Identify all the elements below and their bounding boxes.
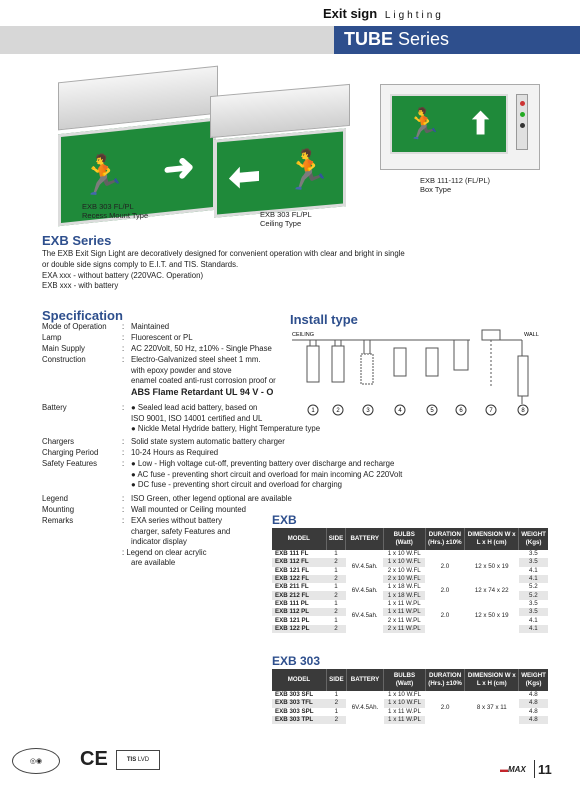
table-row — [272, 583, 548, 591]
cell-side: 2 — [326, 699, 346, 707]
cell-battery: 6V.4.5ah. — [346, 550, 383, 583]
lvd-label: LVD — [137, 757, 150, 763]
spec-value — [122, 516, 291, 569]
spec-key: Main Supply — [42, 344, 85, 353]
cell-duration: 2.0 — [425, 550, 465, 583]
caption-type: Recess Mount Type — [82, 211, 149, 220]
col-header: MODEL — [272, 528, 326, 550]
cell-bulbs: 1 x 18 W.FL — [387, 583, 421, 591]
exb303-table-title: EXB 303 — [272, 654, 321, 668]
wall-label: WALL — [524, 332, 539, 338]
cell-weight: 4.1 — [519, 575, 548, 583]
cell-bulbs: 1 x 18 W.FL — [383, 591, 425, 599]
cell-battery: 6V.4.5Ah. — [346, 691, 383, 724]
cell-side: 1 — [334, 616, 338, 624]
spec-value: Wall mounted or Ceiling mounted — [131, 505, 246, 514]
cell-dimension: 12 x 50 x 19 — [465, 600, 519, 633]
cell-model: EXB 212 FL — [272, 591, 326, 599]
cell-model: EXB 121 PL — [275, 616, 310, 624]
cell-model: EXB 211 FL — [275, 583, 309, 591]
running-man-icon: 🏃 — [79, 152, 127, 200]
spec-value: Maintained — [131, 322, 170, 331]
arrow-right-icon: ➜ — [162, 145, 195, 191]
cell-model: EXB 111 PL — [275, 599, 309, 607]
spec-line: ISO 9001, ISO 14001 certified and UL — [131, 413, 263, 423]
cell-side: 2 — [326, 608, 346, 616]
cell-side: 1 — [334, 707, 339, 715]
install-type-3 — [361, 340, 373, 384]
description-line: EXB xxx - with battery — [42, 281, 119, 291]
ce-mark-icon: CE — [80, 748, 108, 770]
spec-value: ISO Green, other legend optional are available — [131, 494, 292, 503]
cell-model: EXB 303 SPL — [275, 707, 314, 715]
install-number: 3 — [366, 408, 370, 414]
col-header: DURATION (Hrs.) ±10% — [425, 669, 465, 691]
install-type-7 — [482, 330, 500, 388]
install-type-1 — [307, 340, 319, 382]
spec-line: ● Sealed lead acid battery, based on — [131, 403, 258, 412]
cell-bulbs: 1 x 10 W.FL — [388, 691, 422, 699]
exb-series-description — [42, 249, 462, 292]
col-header: DURATION (Hrs.) ±10% — [425, 528, 465, 550]
spec-value: Solid state system automatic battery charger — [131, 437, 285, 446]
install-number: 5 — [430, 408, 434, 414]
cell-side: 2 — [326, 716, 346, 724]
install-type-6 — [454, 340, 468, 370]
product-caption-3 — [420, 176, 490, 194]
exb303-table — [272, 669, 548, 724]
cell-weight: 4.1 — [529, 616, 538, 624]
table-header-row — [272, 528, 548, 550]
spec-line: with epoxy powder and stove — [131, 365, 232, 375]
cell-model: EXB 112 FL — [272, 558, 326, 566]
col-header: BULBS (Watt) — [383, 528, 425, 550]
exb-series-title: EXB Series — [42, 233, 112, 248]
cell-model: EXB 121 FL — [275, 566, 310, 574]
cell-bulbs: 2 x 11 W.PL — [387, 616, 421, 624]
spec-value: AC 220Volt, 50 Hz, ±10% - Single Phase — [131, 344, 272, 353]
cell-bulbs: 2 x 11 W.PL — [383, 625, 425, 633]
ceiling-label: CEILING — [292, 332, 315, 338]
col-header: MODEL — [272, 669, 326, 691]
spec-line: : Legend on clear acrylic — [122, 547, 207, 557]
spec-key: Lamp — [42, 333, 62, 342]
cell-side: 2 — [326, 625, 346, 633]
cell-side: 1 — [334, 691, 339, 699]
tis-lvd-logo: TIS LVD — [116, 750, 160, 770]
category-light-label: Lighting — [384, 10, 444, 21]
spec-key: Remarks — [42, 516, 74, 525]
caption-model: EXB 303 FL/PL — [82, 202, 134, 211]
cell-duration: 2.0 — [425, 583, 465, 600]
cell-side: 1 — [334, 599, 338, 607]
cell-bulbs: 1 x 11 W.PL — [387, 599, 421, 607]
col-header: DIMENSION W x L x H (cm) — [465, 669, 519, 691]
table-row — [272, 600, 548, 608]
cell-dimension: 12 x 50 x 19 — [465, 550, 519, 583]
cell-weight: 4.8 — [519, 716, 548, 724]
cell-bulbs: 2 x 10 W.FL — [387, 566, 421, 574]
description-line: The EXB Exit Sign Light are decoratively designed for convenient operation with clear and bright in single — [42, 249, 405, 258]
spec-line: are available — [131, 558, 176, 567]
cell-weight: 3.5 — [529, 599, 538, 607]
cell-side: 1 — [334, 550, 338, 558]
cell-side: 2 — [326, 591, 346, 599]
cell-side: 2 — [326, 575, 346, 583]
spec-key: Construction — [42, 355, 86, 364]
col-header: DIMENSION W x L x H (cm) — [465, 528, 519, 550]
certification-seal-icon: ◎◉ — [12, 748, 60, 774]
caption-model: EXB 111-112 (FL/PL) — [420, 176, 491, 185]
install-type-2 — [332, 340, 344, 382]
exb-table — [272, 528, 548, 633]
install-type-4 — [394, 348, 406, 376]
exb-table-title: EXB — [272, 513, 297, 527]
spec-line: ● AC fuse - preventing short circuit and overload for main incoming AC 220Volt — [131, 469, 403, 479]
cell-battery: 6V.4.5ah. — [346, 583, 383, 600]
cell-model: EXB 112 PL — [272, 608, 326, 616]
arrow-up-icon: ⬆ — [467, 107, 494, 141]
cell-model: EXB 303 TFL — [272, 699, 326, 707]
product-caption-2 — [260, 210, 312, 228]
spec-value: Fluorescent or PL — [131, 333, 193, 342]
install-number: 8 — [521, 408, 525, 414]
category-label: Exit sign — [323, 6, 378, 21]
cell-bulbs: 2 x 10 W.FL — [383, 575, 425, 583]
install-number: 1 — [311, 408, 315, 414]
col-header: SIDE — [326, 669, 346, 691]
cell-model: EXB 303 SFL — [275, 691, 314, 699]
col-header: BATTERY — [346, 669, 383, 691]
series-title — [334, 26, 580, 54]
install-type-8 — [518, 356, 528, 396]
cell-weight: 3.5 — [519, 608, 548, 616]
spec-key: Legend — [42, 494, 69, 503]
running-man-icon: 🏃 — [283, 147, 332, 194]
spec-key: Mounting — [42, 505, 75, 514]
cell-dimension: 8 x 37 x 11 — [465, 691, 519, 724]
cell-side: 1 — [334, 583, 338, 591]
caption-type: Ceiling Type — [260, 219, 302, 228]
cell-weight: 4.1 — [519, 625, 548, 633]
cell-bulbs: 1 x 10 W.FL — [387, 550, 421, 558]
spec-line: Electro-Galvanized steel sheet 1 mm. — [131, 355, 261, 364]
spec-line: ABS Flame Retardant UL 94 V - O — [131, 386, 274, 397]
cell-bulbs: 1 x 11 W.PL — [384, 716, 426, 724]
table-header-row — [272, 669, 548, 691]
series-title-bold: TUBE — [344, 29, 393, 49]
spec-key: Battery — [42, 403, 67, 412]
cell-weight: 3.5 — [519, 558, 548, 566]
install-number: 4 — [398, 408, 402, 414]
table-row — [272, 691, 548, 699]
caption-model: EXB 303 FL/PL — [260, 210, 312, 219]
spec-line: ● Low - High voltage cut-off, preventing battery over discharge and recharge — [131, 459, 395, 468]
series-title-rest: Series — [398, 29, 450, 49]
col-header: SIDE — [326, 528, 346, 550]
cell-side: 2 — [326, 558, 346, 566]
col-header: BULBS (Watt) — [384, 669, 426, 691]
install-type-5 — [426, 348, 438, 376]
spec-line: ● DC fuse - preventing short circuit and overload for charging — [131, 480, 342, 489]
cell-model: EXB 111 FL — [275, 550, 309, 558]
spec-line: ● Nickle Metal Hydride battery, Hight Temperature type — [131, 424, 321, 433]
table-row — [272, 550, 548, 558]
footer-divider — [534, 760, 535, 778]
description-line: EXA xxx - without battery (220VAC. Operation) — [42, 270, 204, 280]
cell-duration: 2.0 — [425, 691, 465, 724]
spec-line: charger, safety Features and — [131, 526, 231, 536]
install-number: 7 — [489, 408, 493, 414]
cell-bulbs: 1 x 10 W.FL — [384, 699, 426, 707]
col-header: BATTERY — [346, 528, 383, 550]
cell-weight: 5.2 — [529, 583, 538, 591]
cell-duration: 2.0 — [425, 600, 465, 633]
spec-line: enamel coated anti-rust corrosion proof or — [131, 376, 276, 385]
cell-battery: 6V.4.5ah. — [346, 600, 383, 633]
running-man-icon: 🏃 — [404, 107, 443, 141]
spec-value — [131, 459, 461, 491]
brand-logo: ▬MAX — [500, 765, 526, 774]
spec-value: 10-24 Hours as Required — [131, 448, 219, 457]
description-line: or double side signs comply to E.I.T. and TIS. Standards. — [42, 259, 239, 269]
install-number: 2 — [336, 408, 340, 414]
cell-model: EXB 122 PL — [272, 625, 326, 633]
header-category — [323, 6, 444, 21]
cell-dimension: 12 x 74 x 22 — [465, 583, 519, 600]
spec-key: Safety Features — [42, 459, 98, 468]
page-number: 11 — [538, 762, 552, 777]
arrow-left-icon: ⬅ — [228, 154, 261, 199]
install-number: 6 — [459, 408, 463, 414]
col-header: WEIGHT (Kgs) — [519, 669, 548, 691]
cell-model: EXB 122 FL — [272, 575, 326, 583]
brand-name: MAX — [508, 765, 526, 774]
cell-weight: 4.8 — [519, 699, 548, 707]
spec-line: EXA series without battery — [131, 516, 223, 525]
cell-bulbs: 1 x 10 W.FL — [383, 558, 425, 566]
indicator-panel — [516, 94, 528, 150]
cell-side: 1 — [334, 566, 338, 574]
cell-bulbs: 1 x 11 W.PL — [383, 608, 425, 616]
col-header: WEIGHT (Kgs) — [519, 528, 548, 550]
cell-weight: 3.5 — [529, 550, 538, 558]
spec-key: Chargers — [42, 437, 75, 446]
spec-line: indicator display — [131, 537, 187, 546]
caption-type: Box Type — [420, 185, 452, 194]
install-type-diagram — [290, 326, 550, 418]
cell-model: EXB 303 TPL — [272, 716, 326, 724]
cell-bulbs: 1 x 11 W.PL — [388, 707, 421, 715]
install-type-title: Install type — [290, 312, 358, 327]
specification-title: Specification — [42, 308, 123, 323]
spec-key: Mode of Operation — [42, 322, 107, 331]
product-caption-1 — [82, 202, 148, 220]
cell-weight: 4.8 — [529, 691, 538, 699]
spec-key: Charging Period — [42, 448, 99, 457]
cell-weight: 4.1 — [529, 566, 538, 574]
cell-weight: 5.2 — [519, 591, 548, 599]
cell-weight: 4.8 — [529, 707, 538, 715]
